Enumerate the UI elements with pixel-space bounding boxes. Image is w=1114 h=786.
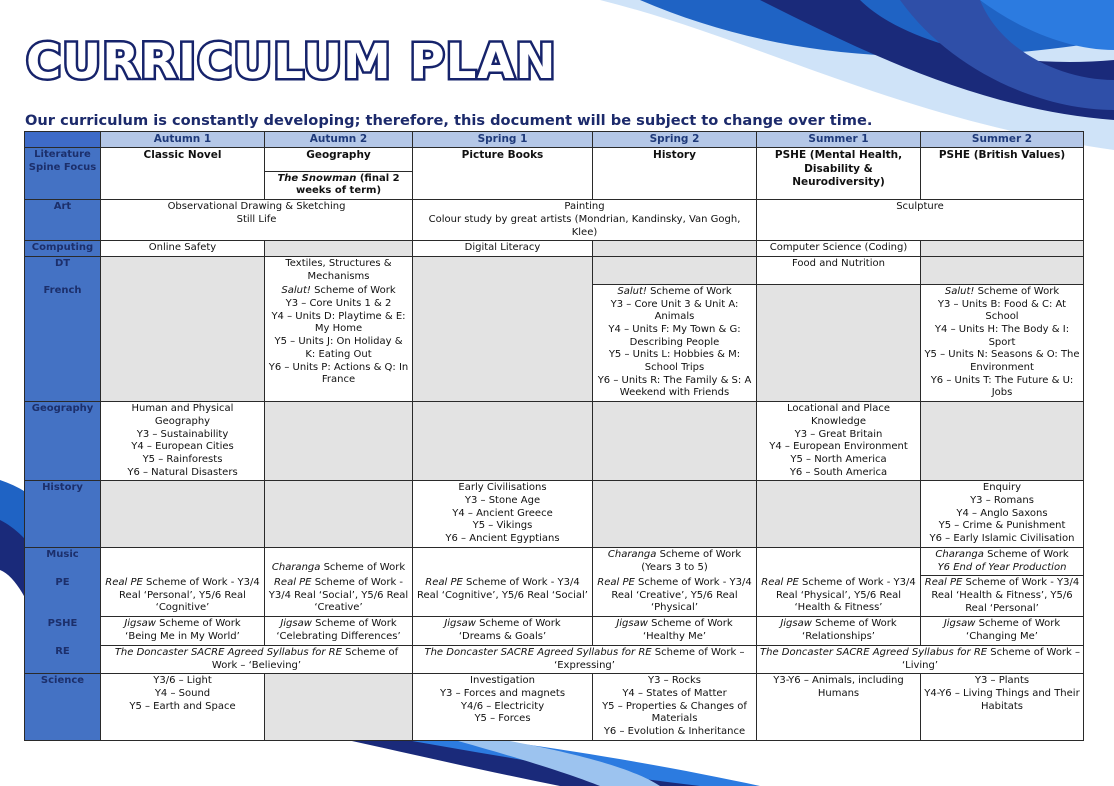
book-note: (final 2 weeks of term) <box>295 172 400 197</box>
cell-note <box>265 171 412 199</box>
cell <box>265 148 413 200</box>
term-header: Autumn 1 <box>101 132 265 148</box>
cell <box>101 148 265 200</box>
cell-line: Y6 – Units P: Actions & Q: In France <box>268 361 409 386</box>
subject-label: RE <box>25 645 101 673</box>
header-corner <box>25 132 101 148</box>
syllabus-name: The Doncaster SACRE Agreed Syllabus for RE <box>760 646 988 658</box>
subject-label: Literature Spine Focus <box>25 148 101 200</box>
scheme-label: Scheme of Work - Y3/4 Real ‘Cognitive’, Y5/6 Real ‘Social’ <box>417 576 588 601</box>
empty-cell <box>265 674 413 741</box>
cell-line: Y4-Y6 – Living Things and Their Habitats <box>924 687 1080 712</box>
cell-line: Y6 – South America <box>789 466 888 478</box>
cell-line: Y3 – Great Britain <box>794 428 883 440</box>
cell-line: Y4 – Sound <box>154 687 211 699</box>
empty-cell <box>921 241 1084 257</box>
cell-line <box>268 285 409 298</box>
empty-cell <box>265 402 413 481</box>
subject-label: History <box>25 481 101 548</box>
scheme-label: Scheme of Work <box>320 562 406 574</box>
cell <box>921 284 1084 401</box>
cell-text: PSHE (Mental Health, Disability & Neurodiversity) <box>774 149 903 189</box>
cell-line: Y6 – Early Islamic Civilisation <box>929 533 1075 545</box>
cell-text: Picture Books <box>461 149 544 161</box>
cell <box>265 576 413 617</box>
cell: Computer Science (Coding) <box>757 241 921 257</box>
empty-cell <box>101 256 265 401</box>
cell: Sculpture <box>757 200 1084 241</box>
cell-line: Y6 End of Year Production <box>937 561 1067 573</box>
cell <box>921 674 1084 741</box>
cell <box>413 547 593 575</box>
scheme-label: Scheme of Work <box>811 618 897 630</box>
subject-label: DT <box>25 256 101 284</box>
cell <box>593 674 757 741</box>
cell <box>413 576 593 617</box>
cell-line: Investigation <box>470 675 535 687</box>
cell-line: Y6 – Ancient Egyptians <box>445 533 560 545</box>
cell-line: Locational and Place Knowledge <box>787 403 890 427</box>
cell-line: Early Civilisations <box>458 482 547 494</box>
cell-line: Y3 – Core Unit 3 & Unit A: Animals <box>610 298 739 323</box>
cell-line: Y4 – Units H: The Body & I: Sport <box>934 323 1070 348</box>
scheme-name: Real PE <box>761 576 799 588</box>
cell: Textiles, Structures & Mechanisms <box>265 256 413 284</box>
cell-line <box>924 286 1080 299</box>
cell-line: Still Life <box>236 213 277 225</box>
scheme-name: Charanga <box>607 548 657 560</box>
cell <box>757 547 921 575</box>
scheme-label: Scheme of Work <box>475 618 561 630</box>
subject-label: PSHE <box>25 617 101 645</box>
cell-line: Y6 – Evolution & Inheritance <box>603 726 746 738</box>
cell <box>413 645 757 673</box>
cell-line: Y3 – Romans <box>970 495 1034 507</box>
cell-line: Y3/6 – Light <box>153 675 212 687</box>
cell-line <box>596 286 753 299</box>
cell-text: PSHE (British Values) <box>938 149 1066 161</box>
cell <box>101 674 265 741</box>
scheme-label: Scheme of Work - Y3/4 Real ‘Health & Fitness’, Y5/6 Real ‘Personal’ <box>931 577 1080 614</box>
empty-cell <box>593 481 757 548</box>
scheme-name: Salut! <box>944 285 975 297</box>
computing-row <box>25 241 1084 257</box>
cell <box>593 617 757 645</box>
scheme-label: Scheme of Work - Y3/4 Real ‘Creative’, Y5/6 Real ‘Physical’ <box>611 576 752 614</box>
cell-line: Y3 – Sustainability <box>136 428 229 440</box>
pshe-row <box>25 617 1084 645</box>
cell <box>757 576 921 617</box>
music-row <box>25 547 1084 575</box>
dt-row <box>25 256 1084 284</box>
subject-label: Art <box>25 200 101 241</box>
cell-line: Y4 – Ancient Greece <box>452 507 553 519</box>
cell-line: (Years 3 to 5) <box>641 561 708 573</box>
cell <box>265 547 413 575</box>
scheme-name: Jigsaw <box>616 618 648 630</box>
empty-cell <box>757 284 921 401</box>
cell <box>593 284 757 401</box>
cell-line: Y4 – Units D: Playtime & E: My Home <box>271 310 406 335</box>
cell <box>101 617 265 645</box>
cell <box>413 617 593 645</box>
cell <box>265 617 413 645</box>
cell-line: Painting <box>564 201 605 213</box>
scheme-name: Jigsaw <box>444 618 476 630</box>
scheme-label: Scheme of Work <box>310 285 396 297</box>
cell-text <box>265 148 412 171</box>
cell-line: Y6 – Units T: The Future & U: Jobs <box>930 374 1074 399</box>
cell-line: Y3 – Stone Age <box>464 495 541 507</box>
scheme-label: Scheme of Work – ‘Expressing’ <box>554 646 745 671</box>
term-header: Spring 1 <box>413 132 593 148</box>
cell <box>101 402 265 481</box>
scheme-name: Salut! <box>617 285 647 297</box>
cell <box>757 148 921 200</box>
empty-cell <box>265 241 413 257</box>
subject-label: French <box>25 284 101 401</box>
cell-line: ‘Celebrating Differences’ <box>276 631 401 643</box>
scheme-label: Scheme of Work <box>975 618 1061 630</box>
scheme-label: Scheme of Work <box>983 548 1069 560</box>
scheme-label: Scheme of Work <box>656 548 742 560</box>
subject-label: Science <box>25 674 101 741</box>
subject-label: Computing <box>25 241 101 257</box>
cell <box>265 284 413 401</box>
cell-line: Human and Physical Geography <box>131 403 234 427</box>
scheme-name: Jigsaw <box>780 618 812 630</box>
header-row <box>25 132 1084 148</box>
cell-line: Y4 – States of Matter <box>622 687 727 699</box>
re-row <box>25 645 1084 673</box>
cell <box>921 148 1084 200</box>
science-row <box>25 674 1084 741</box>
cell-line <box>416 618 589 631</box>
empty-cell <box>101 481 265 548</box>
cell-line <box>596 618 753 631</box>
cell-line: Y5 – Vikings <box>472 520 533 532</box>
cell-line: Y4 – European Cities <box>131 441 234 453</box>
scheme-name: Real PE <box>273 576 312 588</box>
subject-label: Music <box>25 547 101 575</box>
page-title: CURRICULUM PLAN <box>26 34 557 90</box>
scheme-name: Jigsaw <box>124 618 156 630</box>
cell-line: Y3 – Forces and magnets <box>439 687 566 699</box>
history-row <box>25 481 1084 548</box>
cell-line: Y5 – Units L: Hobbies & M: School Trips <box>608 349 741 374</box>
cell-line: ‘Dreams & Goals’ <box>458 631 547 643</box>
term-header: Autumn 2 <box>265 132 413 148</box>
cell-line: Y5 – Units J: On Holiday & K: Eating Out <box>274 336 403 360</box>
scheme-name: Real PE <box>105 576 143 588</box>
scheme-label: Scheme of Work <box>974 285 1060 297</box>
cell <box>921 481 1084 548</box>
scheme-name: Real PE <box>425 576 463 588</box>
cell-line: Y4 – Units F: My Town & G: Describing People <box>608 323 741 348</box>
empty-cell <box>413 402 593 481</box>
cell-line: Y5 – North America <box>790 453 887 465</box>
cell <box>413 481 593 548</box>
cell: Digital Literacy <box>413 241 593 257</box>
cell-line: Y3 – Plants <box>974 675 1030 687</box>
literature-row <box>25 148 1084 200</box>
scheme-label: Scheme of Work <box>311 618 397 630</box>
scheme-name: Charanga <box>271 562 321 574</box>
cell-line: Y5 – Earth and Space <box>129 700 236 712</box>
cell <box>593 547 757 575</box>
cell-line: Y4 – Anglo Saxons <box>956 507 1048 519</box>
scheme-name: Jigsaw <box>280 618 312 630</box>
empty-cell <box>593 241 757 257</box>
cell-line: Y5 – Crime & Punishment <box>938 520 1066 532</box>
syllabus-name: The Doncaster SACRE Agreed Syllabus for RE <box>424 646 652 658</box>
cell-text: Classic Novel <box>143 149 222 161</box>
scheme-name: Real PE <box>597 576 635 588</box>
cell-line: Y4 – European Environment <box>769 441 908 453</box>
term-header: Spring 2 <box>593 132 757 148</box>
cell-text: History <box>653 149 696 161</box>
cell <box>757 645 1084 673</box>
scheme-label: Scheme of Work <box>155 618 241 630</box>
cell: Online Safety <box>101 241 265 257</box>
cell-line: ‘Being Me in My World’ <box>125 631 240 643</box>
cell <box>101 547 265 575</box>
cell-line <box>924 549 1080 562</box>
empty-cell <box>757 481 921 548</box>
cell-line: ‘Healthy Me’ <box>642 631 707 643</box>
cell <box>101 645 413 673</box>
empty-cell <box>265 481 413 548</box>
cell-line: Y6 – Units R: The Family & S: A Weekend with Friends <box>597 374 752 399</box>
scheme-label: Scheme of Work - Y3/4 Real ‘Personal’, Y5/6 Real ‘Cognitive’ <box>119 576 260 614</box>
cell-line: Y5 – Forces <box>474 713 531 725</box>
empty-cell <box>413 256 593 401</box>
syllabus-name: The Doncaster SACRE Agreed Syllabus for RE <box>114 646 342 658</box>
cell <box>593 148 757 200</box>
cell-line: Y6 – Natural Disasters <box>127 466 238 478</box>
scheme-name: Jigsaw <box>943 618 976 630</box>
cell-line <box>268 618 409 631</box>
cell-line: Y5 – Units N: Seasons & O: The Environment <box>924 349 1080 374</box>
cell-line: Y4/6 – Electricity <box>460 700 545 712</box>
art-row <box>25 200 1084 241</box>
cell <box>101 576 265 617</box>
cell-line <box>924 618 1080 631</box>
cell <box>757 617 921 645</box>
empty-cell <box>921 256 1084 284</box>
cell-line <box>104 618 261 631</box>
cell <box>593 576 757 617</box>
term-header: Summer 2 <box>921 132 1084 148</box>
empty-cell <box>593 402 757 481</box>
cell <box>101 200 413 241</box>
cell-line <box>760 618 917 631</box>
cell-line: ‘Relationships’ <box>802 631 875 643</box>
cell: Y3-Y6 – Animals, including Humans <box>757 674 921 741</box>
cell-line <box>596 549 753 562</box>
cell <box>413 200 757 241</box>
cell <box>413 148 593 200</box>
cell-line: Colour study by great artists (Mondrian, Kandinsky, Van Gogh, Klee) <box>428 213 741 238</box>
cell <box>921 547 1084 575</box>
scheme-label: Scheme of Work <box>646 285 732 297</box>
geography-row <box>25 402 1084 481</box>
cell-heading: Geography <box>306 149 371 161</box>
scheme-label: Scheme of Work – ‘Living’ <box>901 646 1081 671</box>
scheme-label: Scheme of Work <box>647 618 733 630</box>
cell-line: Y5 – Properties & Changes of Materials <box>602 700 747 725</box>
cell-line: Y3 – Core Units 1 & 2 <box>285 298 392 310</box>
cell-line: Enquiry <box>982 482 1022 494</box>
cell <box>757 402 921 481</box>
page-subtitle: Our curriculum is constantly developing; therefore, this document will be subject to change over time. <box>25 112 873 129</box>
cell-line: ‘Changing Me’ <box>966 631 1038 643</box>
subject-label: PE <box>25 576 101 617</box>
cell <box>921 576 1084 617</box>
curriculum-table <box>24 131 1084 741</box>
cell <box>921 617 1084 645</box>
cell-line: Y3 – Rocks <box>648 675 701 687</box>
scheme-name: Salut! <box>281 285 311 297</box>
cell: Food and Nutrition <box>757 256 921 284</box>
book-title: The Snowman <box>277 172 357 184</box>
cell-line: Y3 – Units B: Food & C: At School <box>937 298 1067 323</box>
scheme-name: Real PE <box>924 577 963 589</box>
subject-label: Geography <box>25 402 101 481</box>
cell-line: Y5 – Rainforests <box>142 453 223 465</box>
scheme-label: Scheme of Work - Y3/4 Real ‘Physical’, Y5/6 Real ‘Health & Fitness’ <box>775 576 916 614</box>
term-header: Summer 1 <box>757 132 921 148</box>
scheme-name: Charanga <box>935 548 984 560</box>
cell <box>413 674 593 741</box>
empty-cell <box>593 256 757 284</box>
scheme-label: Scheme of Work – ‘Believing’ <box>211 646 399 671</box>
scheme-label: Scheme of Work - Y3/4 Real ‘Social’, Y5/6 Real ‘Creative’ <box>268 576 409 614</box>
cell-line: Observational Drawing & Sketching <box>167 201 346 213</box>
empty-cell <box>921 402 1084 481</box>
pe-row <box>25 576 1084 617</box>
